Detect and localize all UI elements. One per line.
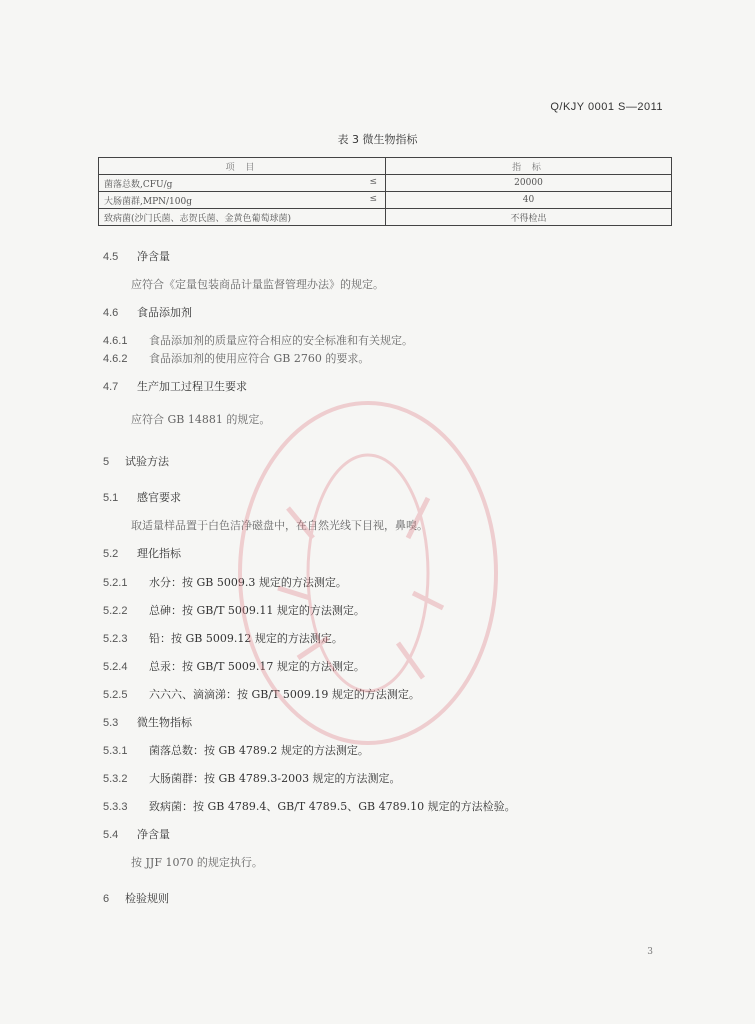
official-seal-stamp	[218, 388, 508, 758]
clause: 5.3.2 大肠菌群：按 GB 4789.3-2003 规定的方法测定。	[103, 772, 401, 785]
table-row	[99, 192, 672, 209]
section-heading: 5.2 理化指标	[103, 547, 181, 560]
item-label: 菌落总数,CFU/g	[104, 179, 173, 190]
le-symbol: ≤	[369, 194, 377, 204]
table-header-row	[99, 158, 672, 175]
section-heading: 4.7 生产加工过程卫生要求	[103, 380, 247, 393]
table-row	[99, 175, 672, 192]
page-number: 3	[647, 947, 653, 957]
section-heading: 4.5 净含量	[103, 250, 170, 263]
clause: 5.2.3 铅：按 GB 5009.12 规定的方法测定。	[103, 632, 343, 645]
table-cell-item	[99, 209, 386, 226]
section-body: 应符合 GB 14881 的规定。	[131, 413, 271, 426]
le-symbol: ≤	[369, 177, 377, 187]
section-heading: 4.6 食品添加剂	[103, 306, 192, 319]
clause: 5.2.2 总砷：按 GB/T 5009.11 规定的方法测定。	[103, 604, 365, 617]
section-heading: 5 试验方法	[103, 455, 169, 468]
section-body: 应符合《定量包装商品计量监督管理办法》的规定。	[131, 278, 384, 291]
table-cell-value: 20000	[386, 175, 672, 192]
clause: 5.2.5 六六六、滴滴涕：按 GB/T 5009.19 规定的方法测定。	[103, 688, 420, 701]
table-caption: 表 3 微生物指标	[337, 133, 418, 146]
microbial-index-table	[98, 157, 672, 226]
clause: 5.2.1 水分：按 GB 5009.3 规定的方法测定。	[103, 576, 347, 589]
section-heading: 5.4 净含量	[103, 828, 170, 841]
table-row	[99, 209, 672, 226]
clause: 5.3.3 致病菌：按 GB 4789.4、GB/T 4789.5、GB 4789.10 规定的方法检验。	[103, 800, 516, 813]
table-header-item: 项 目	[99, 158, 386, 175]
table-cell-value: 40	[386, 192, 672, 209]
table-cell-value: 不得检出	[386, 209, 672, 226]
item-label: 大肠菌群,MPN/100g	[104, 196, 192, 207]
clause: 5.3.1 菌落总数：按 GB 4789.2 规定的方法测定。	[103, 744, 369, 757]
section-heading: 6 检验规则	[103, 892, 169, 905]
section-heading: 5.1 感官要求	[103, 491, 181, 504]
table-cell-item	[99, 175, 386, 192]
standard-code: Q/KJY 0001 S—2011	[550, 101, 663, 113]
section-body: 取适量样品置于白色洁净磁盘中，在自然光线下目视，鼻嗅。	[131, 519, 428, 532]
clause: 4.6.2 食品添加剂的使用应符合 GB 2760 的要求。	[103, 352, 370, 365]
section-heading: 5.3 微生物指标	[103, 716, 192, 729]
table-header-value: 指 标	[386, 158, 672, 175]
item-label: 致病菌(沙门氏菌、志贺氏菌、金黄色葡萄球菌)	[104, 213, 292, 224]
table-cell-item	[99, 192, 386, 209]
section-body: 按 JJF 1070 的规定执行。	[131, 856, 263, 869]
clause: 4.6.1 食品添加剂的质量应符合相应的安全标准和有关规定。	[103, 334, 413, 347]
clause: 5.2.4 总汞：按 GB/T 5009.17 规定的方法测定。	[103, 660, 365, 673]
